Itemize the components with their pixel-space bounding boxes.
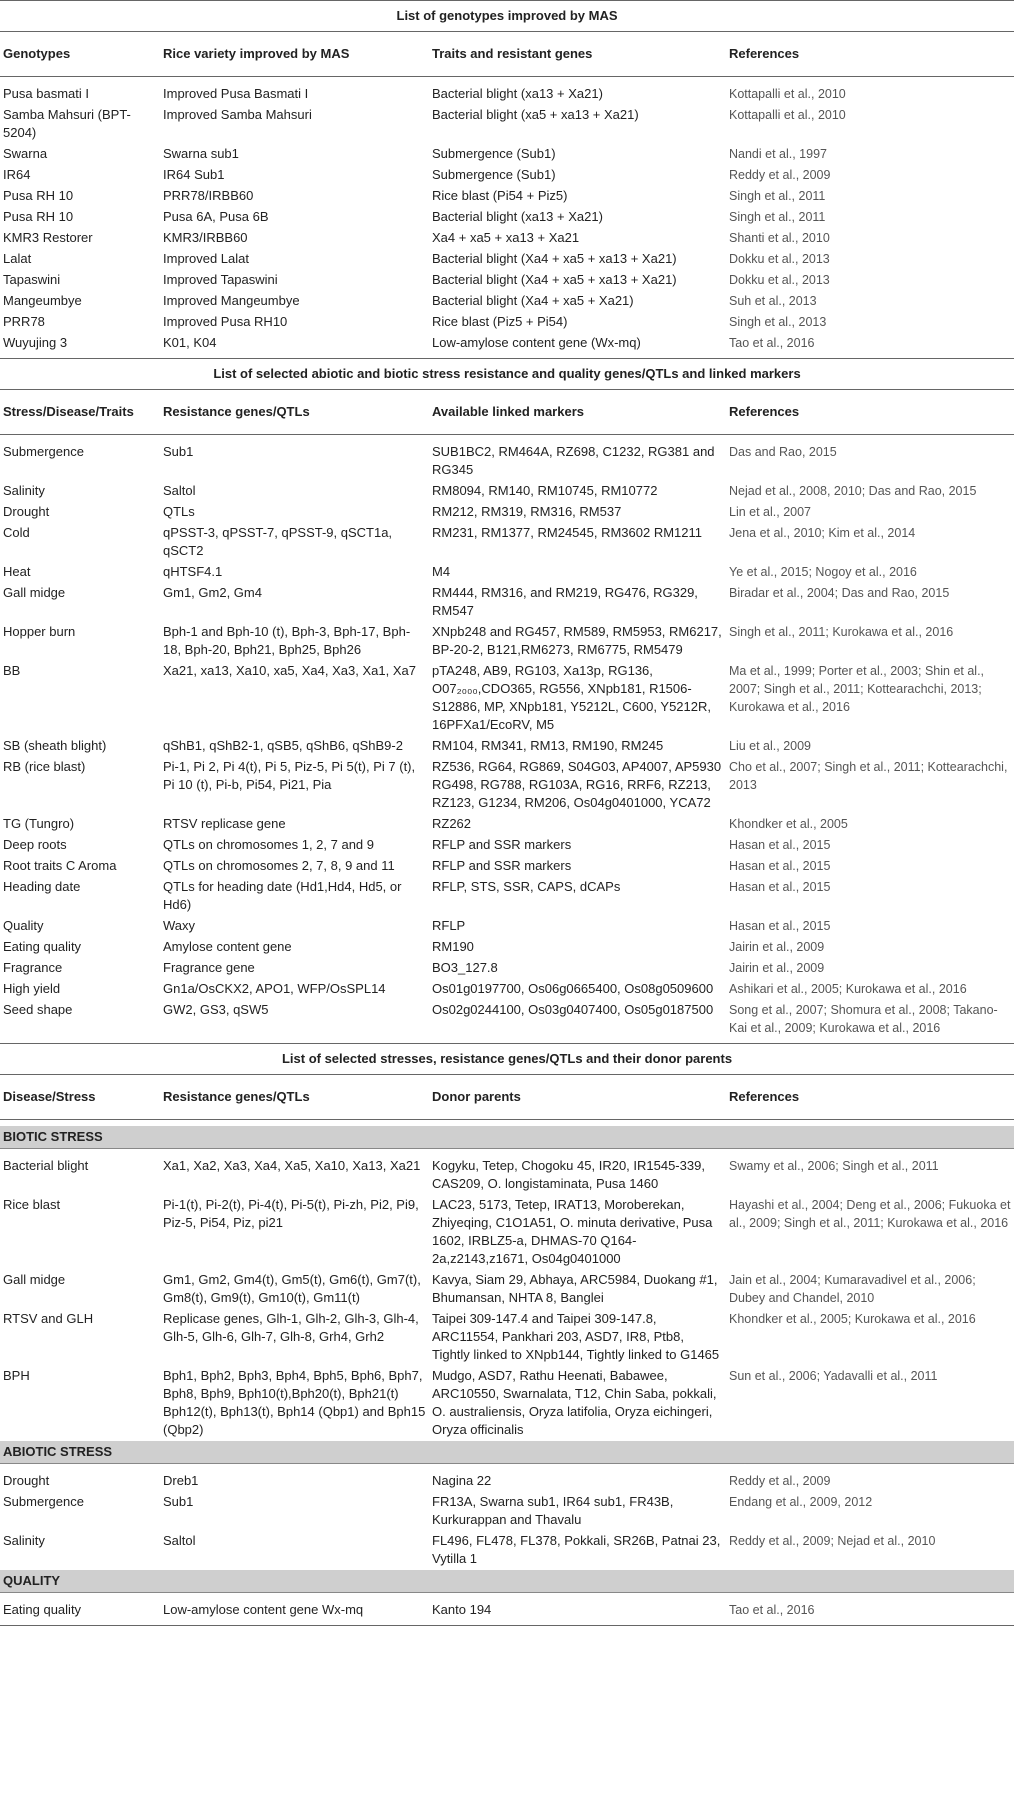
table-row <box>0 312 1014 333</box>
cell-col1: Eating quality <box>0 1593 160 1626</box>
cell-reference: Dokku et al., 2013 <box>729 252 830 266</box>
cell-col3: XNpb248 and RG457, RM589, RM5953, RM6217, BP-20-2, B121,RM6273, RM6775, RM5479 <box>432 624 722 657</box>
table-row <box>0 1270 1014 1309</box>
cell-col2: Waxy <box>163 918 196 933</box>
cell-col3: Bacterial blight (xa5 + xa13 + Xa21) <box>432 107 639 122</box>
cell-col2: qHTSF4.1 <box>163 564 223 579</box>
cell-col1: Pusa RH 10 <box>3 188 74 203</box>
cell-reference: Cho et al., 2007; Singh et al., 2011; Kottearachchi, 2013 <box>729 760 1008 792</box>
table-row <box>0 877 1014 916</box>
cell-col2: Pi-1(t), Pi-2(t), Pi-4(t), Pi-5(t), Pi-zh, Pi2, Pi9, Piz-5, Pi54, Piz, pi21 <box>163 1197 419 1230</box>
cell-col2: Pi-1, Pi 2, Pi 4(t), Pi 5, Piz-5, Pi 5(t), Pi 7 (t), Pi 10 (t), Pi-b, Pi54, Pi21, Pia <box>163 759 416 792</box>
cell-col2: Low-amylose content gene Wx-mq <box>160 1593 429 1626</box>
cell-col3: BO3_127.8 <box>432 960 498 975</box>
cell-col1: Cold <box>3 525 30 540</box>
cell-col2: Bph1, Bph2, Bph3, Bph4, Bph5, Bph6, Bph7, Bph8, Bph9, Bph10(t),Bph20(t), Bph21(t) Bph12(t), Bph13(t), Bph14 (Qbp1) and Bph15 (Qbp2) <box>163 1368 426 1437</box>
table-body <box>0 1 1014 1626</box>
cell-col3: Submergence (Sub1) <box>432 167 556 182</box>
cell-reference: Reddy et al., 2009 <box>729 168 831 182</box>
cell-col3: RM8094, RM140, RM10745, RM10772 <box>432 483 658 498</box>
cell-col1: Quality <box>3 918 44 933</box>
cell-col3: LAC23, 5173, Tetep, IRAT13, Moroberekan, Zhiyeqing, C1O1A51, O. minuta derivative, Pusa 1602, IRBLZ5-a, DHMAS-70 Q164-2a,z2143,z1671, Os04g0401000 <box>432 1197 713 1266</box>
column-header: Resistance genes/QTLs <box>160 390 429 435</box>
cell-col3: Taipei 309-147.4 and Taipei 309-147.8, ARC11554, Pankhari 203, ASD7, IR8, Ptb8, Tightly linked to XNpb144, Tightly linked to G1465 <box>432 1311 720 1362</box>
cell-col2: Improved Mangeumbye <box>163 293 300 308</box>
cell-col2: Dreb1 <box>163 1473 199 1488</box>
cell-col2: Pusa 6A, Pusa 6B <box>163 209 269 224</box>
table-row <box>0 835 1014 856</box>
cell-reference: Lin et al., 2007 <box>729 505 812 519</box>
cell-reference: Kottapalli et al., 2010 <box>729 108 846 122</box>
cell-reference: Ashikari et al., 2005; Kurokawa et al., 2016 <box>729 982 967 996</box>
cell-reference: Biradar et al., 2004; Das and Rao, 2015 <box>729 586 950 600</box>
cell-col3: SUB1BC2, RM464A, RZ698, C1232, RG381 and RG345 <box>432 444 715 477</box>
cell-col2: Sub1 <box>163 1494 194 1509</box>
cell-col3: Bacterial blight (xa13 + Xa21) <box>432 209 603 224</box>
table-row <box>0 1309 1014 1366</box>
table-row <box>0 165 1014 186</box>
cell-col1: RB (rice blast) <box>3 759 86 774</box>
cell-col3: Os01g0197700, Os06g0665400, Os08g0509600 <box>432 981 714 996</box>
table-row <box>0 622 1014 661</box>
table-row <box>0 1531 1014 1570</box>
group-header-row <box>0 1570 1014 1593</box>
cell-col2: Improved Pusa RH10 <box>163 314 288 329</box>
cell-col1: Submergence <box>3 444 84 459</box>
cell-col2: Saltol <box>163 1533 196 1548</box>
cell-reference: Ma et al., 1999; Porter et al., 2003; Shin et al., 2007; Singh et al., 2011; Kottearachchi, 2013; Kurokawa et al., 2016 <box>729 664 985 714</box>
cell-col2: qShB1, qShB2-1, qSB5, qShB6, qShB9-2 <box>163 738 403 753</box>
table-row <box>0 1149 1014 1196</box>
cell-col3: RM231, RM1377, RM24545, RM3602 RM1211 <box>432 525 703 540</box>
table-row <box>0 661 1014 736</box>
cell-col3: RFLP and SSR markers <box>432 837 572 852</box>
cell-col3: Submergence (Sub1) <box>432 146 556 161</box>
cell-col1: Root traits C Aroma <box>3 858 117 873</box>
cell-col3: Rice blast (Pi54 + Piz5) <box>432 188 568 203</box>
column-header: References <box>726 1075 1014 1120</box>
cell-reference: Song et al., 2007; Shomura et al., 2008; Takano-Kai et al., 2009; Kurokawa et al., 2016 <box>726 1000 1014 1044</box>
cell-col3: Kogyku, Tetep, Chogoku 45, IR20, IR1545-339, CAS209, O. longistaminata, Pusa 1460 <box>432 1158 705 1191</box>
cell-col2: Saltol <box>163 483 196 498</box>
table-row <box>0 583 1014 622</box>
cell-col3: FL496, FL478, FL378, Pokkali, SR26B, Patnai 23, Vytilla 1 <box>432 1533 721 1566</box>
cell-reference: Hasan et al., 2015 <box>729 880 831 894</box>
column-header: Available linked markers <box>429 390 726 435</box>
cell-col2: Xa21, xa13, Xa10, xa5, Xa4, Xa3, Xa1, Xa7 <box>163 663 416 678</box>
cell-col2: QTLs on chromosomes 1, 2, 7 and 9 <box>163 837 374 852</box>
table-row <box>0 481 1014 502</box>
cell-col1: Gall midge <box>3 585 66 600</box>
cell-col1: Seed shape <box>0 1000 160 1044</box>
group-header-row <box>0 1441 1014 1464</box>
cell-col3: RM444, RM316, and RM219, RG476, RG329, RM547 <box>432 585 698 618</box>
cell-col3: RFLP, STS, SSR, CAPS, dCAPs <box>432 879 621 894</box>
table-row <box>0 958 1014 979</box>
cell-col1: Lalat <box>3 251 32 266</box>
cell-col2: QTLs on chromosomes 2, 7, 8, 9 and 11 <box>163 858 395 873</box>
cell-col2: Gm1, Gm2, Gm4 <box>163 585 262 600</box>
cell-reference: Nejad et al., 2008, 2010; Das and Rao, 2015 <box>729 484 977 498</box>
cell-col2: QTLs for heading date (Hd1,Hd4, Hd5, or Hd6) <box>163 879 402 912</box>
table-row <box>0 249 1014 270</box>
cell-col2: qPSST-3, qPSST-7, qPSST-9, qSCT1a, qSCT2 <box>163 525 393 558</box>
cell-col1: TG (Tungro) <box>3 816 75 831</box>
cell-col1: Salinity <box>3 1533 45 1548</box>
cell-col1: Samba Mahsuri (BPT-5204) <box>3 107 131 140</box>
table-row <box>0 979 1014 1000</box>
group-header-row <box>0 1126 1014 1149</box>
cell-col1: Tapaswini <box>3 272 61 287</box>
table-row <box>0 1464 1014 1493</box>
table-row <box>0 856 1014 877</box>
cell-col1: Submergence <box>3 1494 84 1509</box>
cell-col2: Gm1, Gm2, Gm4(t), Gm5(t), Gm6(t), Gm7(t), Gm8(t), Gm9(t), Gm10(t), Gm11(t) <box>163 1272 421 1305</box>
cell-col2: Improved Samba Mahsuri <box>163 107 312 122</box>
table-row <box>0 1366 1014 1441</box>
cell-col3: RM212, RM319, RM316, RM537 <box>432 504 622 519</box>
cell-reference: Suh et al., 2013 <box>729 294 817 308</box>
cell-reference: Khondker et al., 2005; Kurokawa et al., 2016 <box>729 1312 976 1326</box>
cell-reference: Jain et al., 2004; Kumaravadivel et al., 2006; Dubey and Chandel, 2010 <box>729 1273 976 1305</box>
cell-col3: Xa4 + xa5 + xa13 + Xa21 <box>432 230 580 245</box>
cell-col3: FR13A, Swarna sub1, IR64 sub1, FR43B, Kurkurappan and Thavalu <box>432 1494 674 1527</box>
table-row <box>0 523 1014 562</box>
cell-col1: Swarna <box>3 146 48 161</box>
table-row <box>0 916 1014 937</box>
cell-col2: Xa1, Xa2, Xa3, Xa4, Xa5, Xa10, Xa13, Xa21 <box>163 1158 421 1173</box>
cell-col1: Mangeumbye <box>3 293 82 308</box>
cell-reference: Sun et al., 2006; Yadavalli et al., 2011 <box>729 1369 938 1383</box>
cell-col3: RZ536, RG64, RG869, S04G03, AP4007, AP5930 RG498, RG788, RG103A, RG16, RRF6, RZ213, RZ123, G1234, RM206, Os04g0401000, YCA72 <box>432 759 722 810</box>
cell-col1: Heading date <box>3 879 81 894</box>
section-title: List of genotypes improved by MAS <box>0 1 1014 32</box>
table-row <box>0 1195 1014 1270</box>
cell-col1: BPH <box>3 1368 30 1383</box>
cell-reference: Hasan et al., 2015 <box>729 919 831 933</box>
column-header: Disease/Stress <box>0 1075 160 1120</box>
table-row <box>0 228 1014 249</box>
cell-reference: Singh et al., 2011; Kurokawa et al., 2016 <box>729 625 954 639</box>
cell-col2: Improved Lalat <box>163 251 249 266</box>
cell-col3: pTA248, AB9, RG103, Xa13p, RG136, O07₂₀₀₀,CDO365, RG556, XNpb181, R1506-S12886, MP, XNpb181, Y5212L, C600, Y5212R, 16PFXa1/EcoRV, M5 <box>432 663 711 732</box>
cell-reference: Singh et al., 2011 <box>729 210 826 224</box>
cell-reference: Tao et al., 2016 <box>726 333 1014 359</box>
table-row <box>0 77 1014 106</box>
cell-col1: Drought <box>3 1473 50 1488</box>
cell-col3: M4 <box>432 564 451 579</box>
cell-col1: Drought <box>3 504 50 519</box>
cell-col2: Gn1a/OsCKX2, APO1, WFP/OsSPL14 <box>163 981 386 996</box>
cell-col3: Nagina 22 <box>432 1473 492 1488</box>
table-row <box>0 207 1014 228</box>
cell-col3: Bacterial blight (Xa4 + xa5 + xa13 + Xa21) <box>432 251 677 266</box>
cell-col1: KMR3 Restorer <box>3 230 93 245</box>
cell-col3: RFLP <box>432 918 466 933</box>
cell-col1: Bacterial blight <box>3 1158 89 1173</box>
cell-col1: Hopper burn <box>3 624 76 639</box>
cell-reference: Ye et al., 2015; Nogoy et al., 2016 <box>729 565 917 579</box>
cell-col3: Rice blast (Piz5 + Pi54) <box>432 314 568 329</box>
cell-reference: Hayashi et al., 2004; Deng et al., 2006; Fukuoka et al., 2009; Singh et al., 2011; Kurokawa et al., 2016 <box>729 1198 1011 1230</box>
cell-col1: Eating quality <box>3 939 82 954</box>
cell-col3: Os02g0244100, Os03g0407400, Os05g0187500 <box>429 1000 726 1044</box>
column-header: Traits and resistant genes <box>429 32 726 77</box>
column-header: References <box>726 32 1014 77</box>
cell-col1: Rice blast <box>3 1197 61 1212</box>
column-header: References <box>726 390 1014 435</box>
cell-col1: Salinity <box>3 483 45 498</box>
cell-reference: Hasan et al., 2015 <box>729 838 831 852</box>
table-row <box>0 1593 1014 1626</box>
table-row <box>0 186 1014 207</box>
cell-reference: Nandi et al., 1997 <box>729 147 827 161</box>
cell-col3: Low-amylose content gene (Wx-mq) <box>429 333 726 359</box>
cell-col3: Bacterial blight (Xa4 + xa5 + Xa21) <box>432 293 634 308</box>
cell-col2: Amylose content gene <box>163 939 292 954</box>
section-title-row <box>0 1044 1014 1075</box>
table-row <box>0 1492 1014 1531</box>
cell-col2: GW2, GS3, qSW5 <box>160 1000 429 1044</box>
cell-col2: PRR78/IRBB60 <box>163 188 254 203</box>
table-row <box>0 333 1014 359</box>
cell-col2: Bph-1 and Bph-10 (t), Bph-3, Bph-17, Bph-18, Bph-20, Bph21, Bph25, Bph26 <box>163 624 411 657</box>
cell-reference: Dokku et al., 2013 <box>729 273 830 287</box>
cell-col3: Bacterial blight (xa13 + Xa21) <box>432 86 603 101</box>
section-title-row <box>0 359 1014 390</box>
cell-reference: Reddy et al., 2009; Nejad et al., 2010 <box>729 1534 936 1548</box>
column-header: Stress/Disease/Traits <box>0 390 160 435</box>
cell-col1: Gall midge <box>3 1272 66 1287</box>
cell-col2: KMR3/IRBB60 <box>163 230 248 245</box>
cell-col3: RM104, RM341, RM13, RM190, RM245 <box>432 738 664 753</box>
column-header-row <box>0 32 1014 77</box>
cell-col2: K01, K04 <box>160 333 429 359</box>
cell-reference: Reddy et al., 2009 <box>729 1474 831 1488</box>
column-header: Resistance genes/QTLs <box>160 1075 429 1120</box>
cell-reference: Endang et al., 2009, 2012 <box>729 1495 873 1509</box>
cell-reference: Singh et al., 2011 <box>729 189 826 203</box>
cell-col1: PRR78 <box>3 314 45 329</box>
cell-col3: RM190 <box>432 939 474 954</box>
cell-col3: Kavya, Siam 29, Abhaya, ARC5984, Duokang #1, Bhumansan, NHTA 8, Banglei <box>432 1272 718 1305</box>
table-row <box>0 502 1014 523</box>
cell-reference: Jairin et al., 2009 <box>729 940 825 954</box>
column-header-row <box>0 390 1014 435</box>
cell-col3: RZ262 <box>432 816 472 831</box>
cell-col2: Replicase genes, Glh-1, Glh-2, Glh-3, Glh-4, Glh-5, Glh-6, Glh-7, Glh-8, Grh4, Grh2 <box>163 1311 419 1344</box>
table-row <box>0 144 1014 165</box>
cell-col3: RFLP and SSR markers <box>432 858 572 873</box>
table-row <box>0 1000 1014 1044</box>
cell-col3: Mudgo, ASD7, Rathu Heenati, Babawee, ARC10550, Swarnalata, T12, Chin Saba, pokkali, O. australiensis, Oryza latifolia, Oryza eichingeri, Oryza officinalis <box>432 1368 717 1437</box>
cell-reference: Singh et al., 2013 <box>729 315 827 329</box>
cell-col1: Pusa RH 10 <box>3 209 74 224</box>
cell-col2: IR64 Sub1 <box>163 167 225 182</box>
column-header-row <box>0 1075 1014 1120</box>
cell-reference: Tao et al., 2016 <box>726 1593 1014 1626</box>
cell-reference: Shanti et al., 2010 <box>729 231 830 245</box>
cell-col2: RTSV replicase gene <box>163 816 286 831</box>
table-row <box>0 270 1014 291</box>
group-label: QUALITY <box>0 1570 1014 1593</box>
cell-col2: Sub1 <box>163 444 194 459</box>
cell-reference: Kottapalli et al., 2010 <box>729 87 846 101</box>
table-row <box>0 757 1014 814</box>
cell-reference: Hasan et al., 2015 <box>729 859 831 873</box>
cell-col1: High yield <box>3 981 61 996</box>
cell-reference: Jena et al., 2010; Kim et al., 2014 <box>729 526 916 540</box>
cell-col2: QTLs <box>163 504 195 519</box>
group-label: ABIOTIC STRESS <box>0 1441 1014 1464</box>
cell-col1: Heat <box>3 564 31 579</box>
section-title: List of selected abiotic and biotic stress resistance and quality genes/QTLs and linked markers <box>0 359 1014 390</box>
cell-col1: Deep roots <box>3 837 67 852</box>
cell-col1: Fragrance <box>3 960 63 975</box>
table-row <box>0 435 1014 482</box>
column-header: Donor parents <box>429 1075 726 1120</box>
cell-col1: BB <box>3 663 21 678</box>
cell-col3: Bacterial blight (Xa4 + xa5 + xa13 + Xa21) <box>432 272 677 287</box>
section-title-row <box>0 1 1014 32</box>
cell-col1: Pusa basmati I <box>3 86 89 101</box>
section-title: List of selected stresses, resistance genes/QTLs and their donor parents <box>0 1044 1014 1075</box>
cell-col2: Fragrance gene <box>163 960 255 975</box>
table-row <box>0 105 1014 144</box>
cell-reference: Jairin et al., 2009 <box>729 961 825 975</box>
cell-reference: Swamy et al., 2006; Singh et al., 2011 <box>729 1159 939 1173</box>
cell-col1: SB (sheath blight) <box>3 738 107 753</box>
table-row <box>0 562 1014 583</box>
cell-col1: RTSV and GLH <box>3 1311 94 1326</box>
cell-col1: IR64 <box>3 167 31 182</box>
cell-col2: Improved Tapaswini <box>163 272 278 287</box>
cell-col2: Improved Pusa Basmati I <box>163 86 309 101</box>
cell-reference: Liu et al., 2009 <box>729 739 812 753</box>
table-row <box>0 937 1014 958</box>
cell-col2: Swarna sub1 <box>163 146 239 161</box>
group-label: BIOTIC STRESS <box>0 1126 1014 1149</box>
cell-col1: Wuyujing 3 <box>0 333 160 359</box>
cell-col3: Kanto 194 <box>429 1593 726 1626</box>
table-row <box>0 291 1014 312</box>
table-row <box>0 814 1014 835</box>
cell-reference: Khondker et al., 2005 <box>729 817 848 831</box>
column-header: Rice variety improved by MAS <box>160 32 429 77</box>
cell-reference: Das and Rao, 2015 <box>729 445 837 459</box>
table-row <box>0 736 1014 757</box>
column-header: Genotypes <box>0 32 160 77</box>
